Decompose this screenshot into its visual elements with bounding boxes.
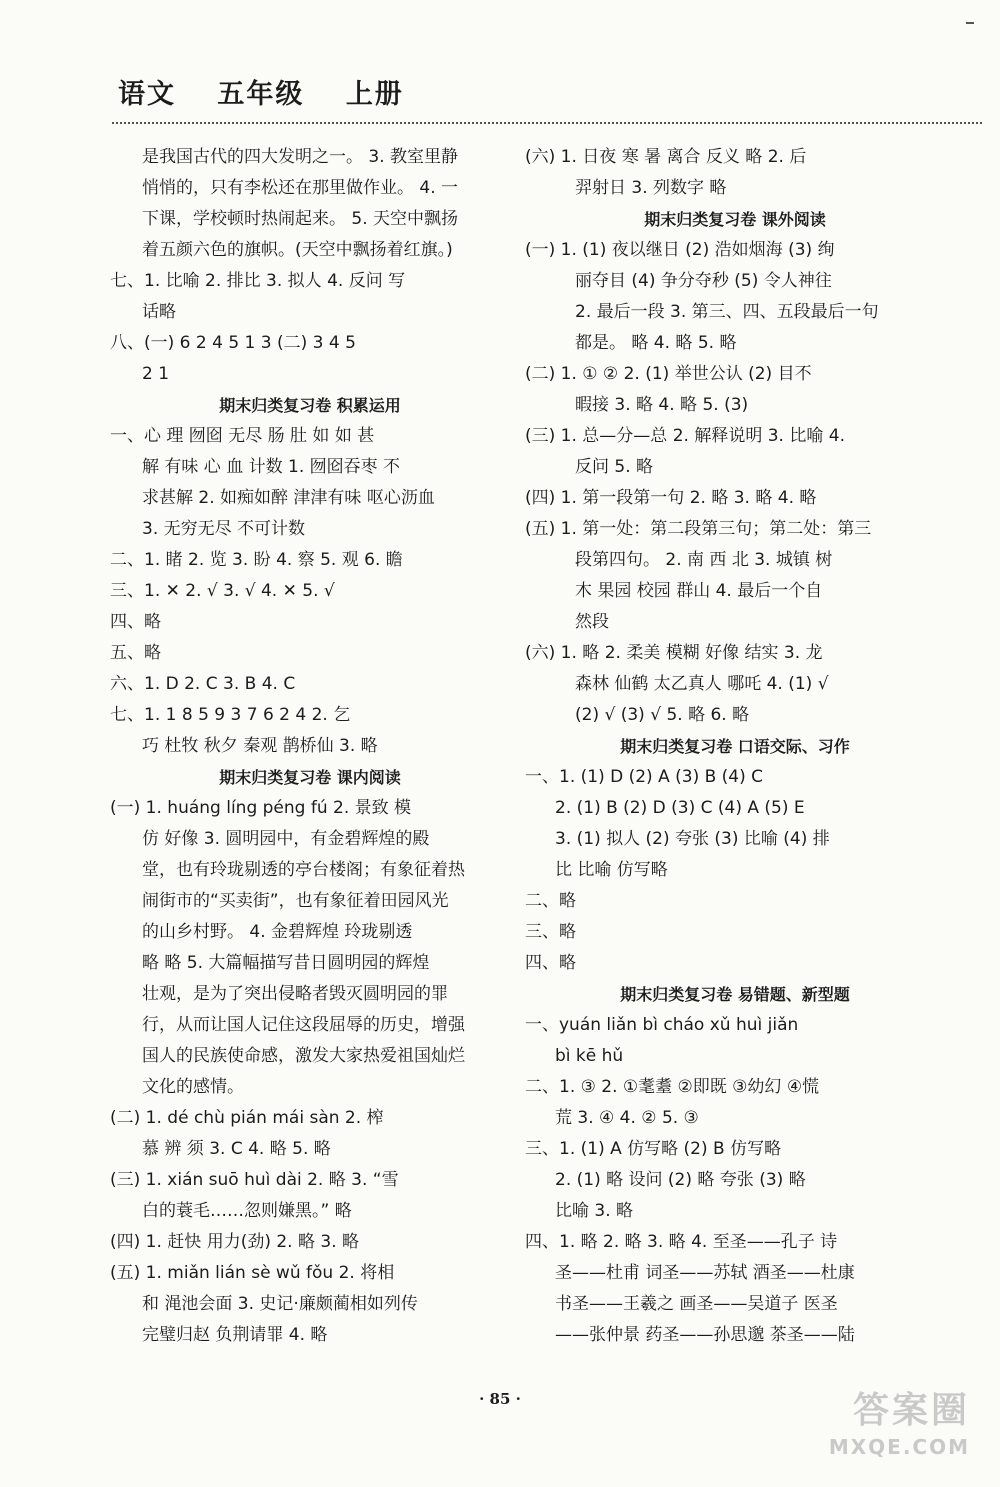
volume-label: 上册 bbox=[345, 79, 404, 110]
answer-line: 3. (1) 拟人 (2) 夸张 (3) 比喻 (4) 排 bbox=[555, 829, 830, 849]
header-divider bbox=[112, 122, 982, 124]
answer-line: 三、1. (1) A 仿写略 (2) B 仿写略 bbox=[525, 1139, 782, 1159]
answer-line: 然段 bbox=[575, 612, 609, 632]
answer-line: 比 比喻 仿写略 bbox=[555, 860, 668, 880]
answer-line: (2) √ (3) √ 5. 略 6. 略 bbox=[575, 705, 750, 725]
answer-line: 三、1. ✕ 2. √ 3. √ 4. ✕ 5. √ bbox=[110, 581, 335, 601]
corner-mark bbox=[966, 22, 974, 24]
answer-line: (二) 1. ① ② 2. (1) 举世公认 (2) 目不 bbox=[525, 364, 812, 384]
answer-line: (三) 1. xián suō huì dài 2. 略 3. “雪 bbox=[110, 1170, 399, 1190]
answer-line: (六) 1. 略 2. 柔美 模糊 好像 结实 3. 龙 bbox=[525, 643, 823, 663]
watermark-logo bbox=[780, 1389, 970, 1469]
answer-line: 文化的感情。 bbox=[142, 1077, 244, 1097]
answer-line: 话略 bbox=[142, 302, 176, 322]
answer-line: 七、1. 比喻 2. 排比 3. 拟人 4. 反问 写 bbox=[110, 271, 406, 291]
answer-line: 三、略 bbox=[525, 922, 576, 942]
answer-line: 书圣——王羲之 画圣——吴道子 医圣 bbox=[555, 1294, 838, 1314]
answer-line: 四、略 bbox=[110, 612, 161, 632]
answer-line: 一、心 理 囫囵 无尽 肠 肚 如 如 甚 bbox=[110, 426, 375, 446]
answer-line: 闹街市的“买卖街”，也有象征着田园风光 bbox=[142, 891, 449, 911]
answer-line: 二、1. ③ 2. ①耄耋 ②即既 ③幼幻 ④慌 bbox=[525, 1077, 820, 1097]
answer-line: 的山乡村野。 4. 金碧辉煌 玲珑剔透 bbox=[142, 922, 413, 942]
watermark-text: 答案圈 bbox=[852, 1390, 970, 1431]
right-answer-column bbox=[525, 142, 945, 1351]
answer-line: 圣——杜甫 词圣——苏轼 酒圣——杜康 bbox=[555, 1263, 855, 1283]
answer-line: bì kē hǔ bbox=[555, 1046, 624, 1066]
answer-line: 都是。 略 4. 略 5. 略 bbox=[575, 333, 737, 353]
answer-line: 3. 无穷无尽 不可计数 bbox=[142, 519, 306, 539]
answer-line: 行，从而让国人记住这段屈辱的历史，增强 bbox=[142, 1015, 465, 1035]
answer-line: 略 略 5. 大篇幅描写昔日圆明园的辉煌 bbox=[142, 953, 430, 973]
answer-line: (五) 1. 第一处：第二段第三句；第二处：第三 bbox=[525, 519, 872, 539]
answer-line: 一、yuán liǎn bì cháo xǔ huì jiǎn bbox=[525, 1015, 799, 1035]
answer-line: 四、1. 略 2. 略 3. 略 4. 至圣——孔子 诗 bbox=[525, 1232, 838, 1252]
answer-line: 下课，学校顿时热闹起来。 5. 天空中飘扬 bbox=[142, 209, 459, 229]
answer-line: 2 1 bbox=[142, 364, 170, 384]
answer-line: 荒 3. ④ 4. ② 5. ③ bbox=[555, 1108, 699, 1128]
answer-line: 悄悄的，只有李松还在那里做作业。 4. 一 bbox=[142, 178, 459, 198]
answer-line: (一) 1. (1) 夜以继日 (2) 浩如烟海 (3) 绚 bbox=[525, 240, 835, 260]
section-title: 期末归类复习卷 口语交际、习作 bbox=[620, 737, 850, 756]
answer-line: (一) 1. huáng líng péng fú 2. 景致 模 bbox=[110, 798, 412, 818]
answer-line: 仿 好像 3. 圆明园中，有金碧辉煌的殿 bbox=[142, 829, 430, 849]
answer-line: 国人的民族使命感，激发大家热爱祖国灿烂 bbox=[142, 1046, 465, 1066]
answer-line: 和 渑池会面 3. 史记·廉颇蔺相如列传 bbox=[142, 1294, 418, 1314]
answer-line: (三) 1. 总—分—总 2. 解释说明 3. 比喻 4. bbox=[525, 426, 845, 446]
answer-line: 二、略 bbox=[525, 891, 576, 911]
page-header bbox=[118, 72, 434, 111]
answer-line: 堂，也有玲珑剔透的亭台楼阁；有象征着热 bbox=[142, 860, 465, 880]
answer-line: (四) 1. 赶快 用力(劲) 2. 略 3. 略 bbox=[110, 1232, 360, 1252]
answer-line: 一、1. (1) D (2) A (3) B (4) C bbox=[525, 767, 764, 787]
answer-line: 着五颜六色的旗帜。(天空中飘扬着红旗。) bbox=[142, 240, 453, 260]
answer-line: 2. (1) 略 设问 (2) 略 夸张 (3) 略 bbox=[555, 1170, 806, 1190]
answer-line: ——张仲景 药圣——孙思邈 茶圣——陆 bbox=[555, 1325, 855, 1345]
answer-line: 慕 辨 须 3. C 4. 略 5. 略 bbox=[142, 1139, 331, 1159]
answer-line: 段第四句。 2. 南 西 北 3. 城镇 树 bbox=[575, 550, 833, 570]
answer-line: 丽夺目 (4) 争分夺秒 (5) 令人神往 bbox=[575, 271, 832, 291]
answer-line: 森林 仙鹤 太乙真人 哪吒 4. (1) √ bbox=[575, 674, 829, 694]
grade-label: 五年级 bbox=[217, 79, 305, 110]
answer-line: 壮观，是为了突出侵略者毁灭圆明园的罪 bbox=[142, 984, 448, 1004]
section-title: 期末归类复习卷 课外阅读 bbox=[644, 210, 826, 229]
subject-label: 语文 bbox=[118, 79, 176, 110]
section-title: 期末归类复习卷 课内阅读 bbox=[219, 768, 401, 787]
answer-line: 求甚解 2. 如痴如醉 津津有味 呕心沥血 bbox=[142, 488, 435, 508]
answer-line: 巧 杜牧 秋夕 秦观 鹊桥仙 3. 略 bbox=[142, 736, 378, 756]
left-answer-column bbox=[110, 142, 510, 1351]
watermark-url: MXQE.COM bbox=[828, 1435, 970, 1459]
answer-line: 羿射日 3. 列数字 略 bbox=[575, 178, 727, 198]
section-title: 期末归类复习卷 易错题、新型题 bbox=[620, 985, 850, 1004]
answer-line: (五) 1. miǎn lián sè wǔ fǒu 2. 将相 bbox=[110, 1263, 395, 1283]
answer-line: 2. 最后一段 3. 第三、四、五段最后一句 bbox=[575, 302, 879, 322]
answer-line: 2. (1) B (2) D (3) C (4) A (5) E bbox=[555, 798, 805, 818]
section-title: 期末归类复习卷 积累运用 bbox=[219, 396, 401, 415]
answer-line: 解 有味 心 血 计数 1. 囫囵吞枣 不 bbox=[142, 457, 401, 477]
answer-line: 完璧归赵 负荆请罪 4. 略 bbox=[142, 1325, 328, 1345]
answer-line: 八、(一) 6 2 4 5 1 3 (二) 3 4 5 bbox=[110, 333, 356, 353]
answer-line: 是我国古代的四大发明之一。 3. 教室里静 bbox=[142, 147, 459, 167]
answer-line: 二、1. 睹 2. 览 3. 盼 4. 察 5. 观 6. 瞻 bbox=[110, 550, 403, 570]
answer-line: 五、略 bbox=[110, 643, 161, 663]
answer-line: 反问 5. 略 bbox=[575, 457, 654, 477]
page-number: · 85 · bbox=[479, 1390, 521, 1408]
answer-line: (六) 1. 日夜 寒 暑 离合 反义 略 2. 后 bbox=[525, 147, 807, 167]
answer-line: 七、1. 1 8 5 9 3 7 6 2 4 2. 乞 bbox=[110, 705, 351, 725]
answer-line: 白的蓑毛……忽则嫌黑。” 略 bbox=[142, 1201, 352, 1221]
answer-line: 比喻 3. 略 bbox=[555, 1201, 634, 1221]
answer-line: (四) 1. 第一段第一句 2. 略 3. 略 4. 略 bbox=[525, 488, 817, 508]
answer-line: 六、1. D 2. C 3. B 4. C bbox=[110, 674, 296, 694]
answer-line: 四、略 bbox=[525, 953, 576, 973]
answer-line: (二) 1. dé chù pián mái sàn 2. 榨 bbox=[110, 1108, 384, 1128]
answer-line: 暇接 3. 略 4. 略 5. (3) bbox=[575, 395, 749, 415]
answer-line: 木 果园 校园 群山 4. 最后一个自 bbox=[575, 581, 823, 601]
